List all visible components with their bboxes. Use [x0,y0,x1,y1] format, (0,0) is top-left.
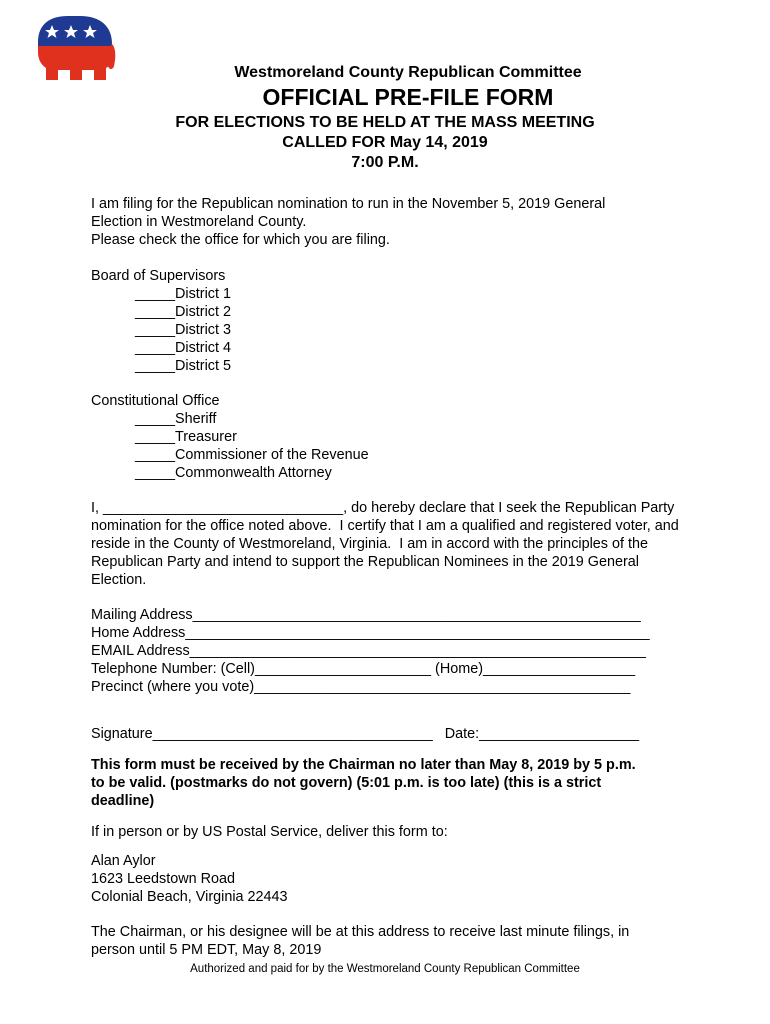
checkbox-line-commonwealth-attorney[interactable]: _____Commonwealth Attorney [135,465,332,481]
declaration-line: nomination for the office noted above. I certify that I am a qualified and registered voter, and [91,518,679,534]
footer-disclaimer: Authorized and paid for by the Westmoreland County Republican Committee [190,963,580,975]
checkbox-line-sheriff[interactable]: _____Sheriff [135,411,217,427]
home-address-field[interactable]: Home Address__________________________________________________________ [91,625,650,641]
declaration-line: reside in the County of Westmoreland, Virginia. I am in accord with the principles of the [91,536,648,552]
deadline-line: deadline) [91,793,155,809]
mailing-address-field[interactable]: Mailing Address________________________________________________________ [91,607,641,623]
signature-date-field[interactable]: Signature___________________________________ Date:____________________ [91,726,640,742]
street-address: 1623 Leedstown Road [91,871,236,887]
checkbox-line-district-2[interactable]: _____District 2 [135,304,231,320]
delivery-instruction-text: If in person or by US Postal Service, deliver this form to: [91,824,448,840]
closing-line: person until 5 PM EDT, May 8, 2019 [91,942,322,958]
telephone-field[interactable]: Telephone Number: (Cell)______________________ (Home)___________________ [91,661,636,677]
email-address-field[interactable]: EMAIL Address_________________________________________________________ [91,643,646,659]
checkbox-line-district-5[interactable]: _____District 5 [135,358,231,374]
closing-paragraph [91,923,691,959]
intro-line: I am filing for the Republican nomination to run in the November 5, 2019 General [91,196,606,212]
checkbox-line-district-3[interactable]: _____District 3 [135,322,231,338]
checkbox-line-district-1[interactable]: _____District 1 [135,286,231,302]
intro-line: Election in Westmoreland County. [91,214,307,230]
subtitle-line-1: FOR ELECTIONS TO BE HELD AT THE MASS MEETING [175,114,595,131]
chairman-name: Alan Aylor [91,853,156,869]
declaration-line: Election. [91,572,147,588]
checkbox-line-district-4[interactable]: _____District 4 [135,340,231,356]
subtitle-line-2: CALLED FOR May 14, 2019 [282,134,488,151]
checkbox-line-treasurer[interactable]: _____Treasurer [135,429,237,445]
deadline-line: This form must be received by the Chairman no later than May 8, 2019 by 5 p.m. [91,757,636,773]
closing-line: The Chairman, or his designee will be at this address to receive last minute filings, in [91,924,630,940]
declaration-name-line[interactable]: I, ______________________________, do hereby declare that I seek the Republican Party [91,500,675,516]
section-heading: Board of Supervisors [91,268,226,284]
deadline-line: to be valid. (postmarks do not govern) (5:01 p.m. is too late) (this is a strict [91,775,602,791]
delivery-address [91,852,691,906]
city-state-zip: Colonial Beach, Virginia 22443 [91,889,288,905]
intro-paragraph [91,195,691,249]
subtitle-line-3: 7:00 P.M. [351,154,419,171]
board-of-supervisors-section [91,267,691,375]
contact-fields [91,606,691,696]
precinct-field[interactable]: Precinct (where you vote)_______________________________________________ [91,679,631,695]
constitutional-office-section [91,392,691,482]
checkbox-line-commissioner[interactable]: _____Commissioner of the Revenue [135,447,369,463]
form-title: OFFICIAL PRE-FILE FORM [262,84,554,110]
organization-name: Westmoreland County Republican Committee [234,64,582,81]
declaration-paragraph [91,499,691,589]
intro-line: Please check the office for which you are filing. [91,232,390,248]
signature-section [91,725,691,743]
section-heading: Constitutional Office [91,393,220,409]
deadline-notice [91,756,691,810]
declaration-line: Republican Party and intend to support the Republican Nominees in the 2019 General [91,554,639,570]
delivery-instruction [91,823,691,841]
